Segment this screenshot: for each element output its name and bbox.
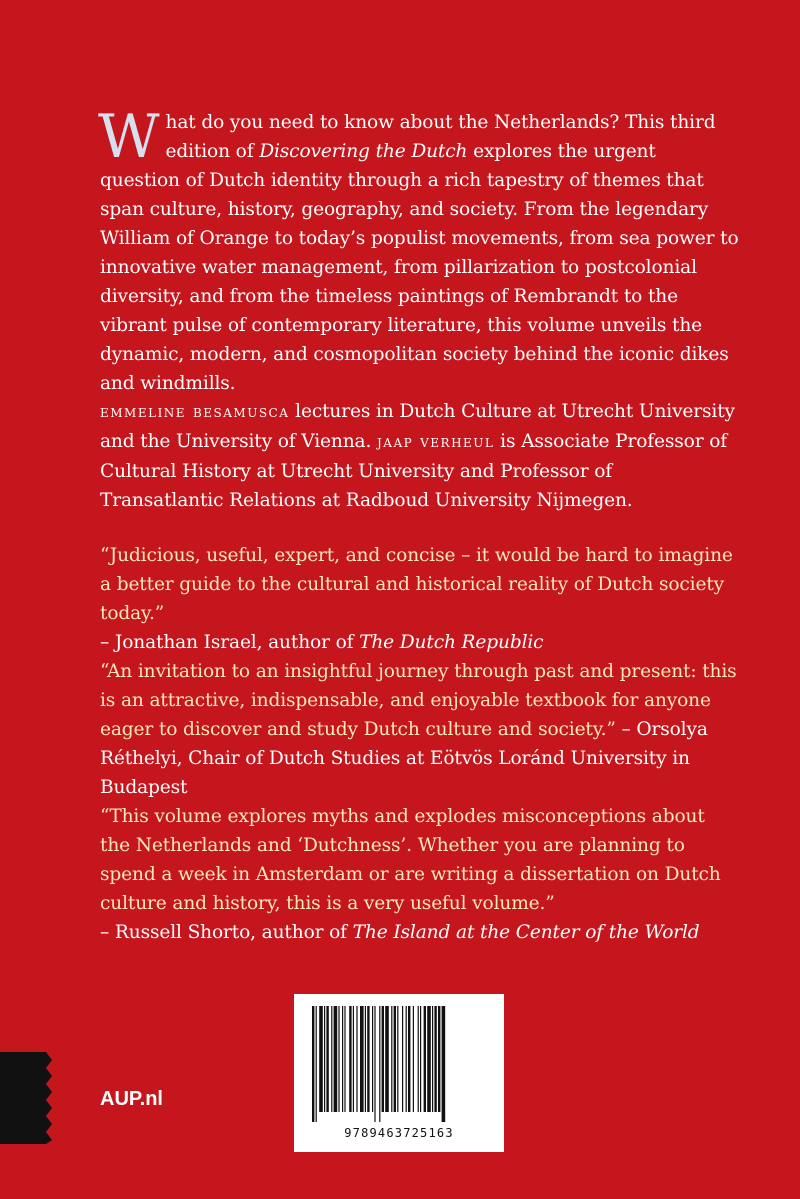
author-bio xyxy=(100,397,740,515)
barcode-bar xyxy=(424,1006,426,1112)
isbn-number: 9789463725163 xyxy=(344,1126,454,1140)
quote-attribution xyxy=(100,922,700,943)
barcode-bar xyxy=(342,1006,343,1112)
author-name-2: jaap verheul xyxy=(377,432,495,452)
barcode-bar xyxy=(391,1006,392,1112)
bio-text-2: is Associate Professor of Cultural History at Utrecht University and Professor of Transatlantic Relations at Radboud University Nijmegen. xyxy=(100,431,727,511)
barcode-bar xyxy=(420,1006,421,1112)
barcode-bar xyxy=(442,1006,446,1122)
blurb-text-1: hat do you need to know about the Netherlands? This third edition of xyxy=(165,112,716,162)
barcode-bar xyxy=(360,1006,364,1112)
quote-attribution xyxy=(100,632,543,653)
quote-text: “Judicious, useful, expert, and concise – it would be hard to imagine a better guide to the cultural and historical reality of Dutch society today.” xyxy=(100,545,733,624)
barcode-bar xyxy=(397,1006,398,1112)
barcode-bar xyxy=(349,1006,351,1112)
barcode-bar xyxy=(408,1006,410,1112)
quote-text: “This volume explores myths and explodes misconceptions about the Netherlands and ‘Dutchness’. Whether you are planning to spend a week in Amsterdam or are writing a dissertation on Dutch culture and history, this is a very useful volume.” xyxy=(100,806,721,914)
barcode-bar xyxy=(385,1006,389,1112)
barcode-bar xyxy=(382,1006,384,1112)
attribution-text: – Russell Shorto, author of xyxy=(100,922,353,943)
barcode-bar xyxy=(434,1006,436,1112)
barcode-bar xyxy=(402,1006,403,1112)
endorsement-quote xyxy=(100,802,740,947)
barcode-bar xyxy=(365,1006,366,1112)
barcode-bar xyxy=(334,1006,338,1112)
endorsement-quote xyxy=(100,541,740,657)
attribution-text: – Jonathan Israel, author of xyxy=(100,632,360,653)
blurb-text-2: explores the urgent question of Dutch identity through a rich tapestry of themes that span culture, history, geography, and society. From the legendary William of Orange to today’s populist movements, from sea power to innovative water management, from pillarization to postcolonial diversity, and from the timeless paintings of Rembrandt to the vibrant pulse of contemporary literature, this volume unveils the dynamic, modern, and cosmopolitan society behind the iconic dikes and windmills. xyxy=(100,141,739,394)
quote-text: “An invitation to an insightful journey through past and present: this is an attractive, indispensable, and enjoyable textbook for anyone eager to discover and study Dutch culture and society.” xyxy=(100,661,737,740)
endorsement-quote xyxy=(100,657,740,802)
barcode-bar xyxy=(418,1006,419,1112)
barcode-icon xyxy=(310,1006,488,1124)
barcode-bar xyxy=(324,1006,325,1112)
barcode-bar xyxy=(316,1006,317,1122)
barcode-bar xyxy=(356,1006,357,1112)
blurb-book-title: Discovering the Dutch xyxy=(259,141,468,162)
attribution-book-title: The Dutch Republic xyxy=(359,632,544,653)
quote-attribution: – Orsolya Réthelyi, Chair of Dutch Studies at Eötvös Loránd University in Budapest xyxy=(100,719,708,798)
barcode-bar xyxy=(331,1006,332,1112)
barcode-bar xyxy=(379,1006,380,1122)
barcode-bar xyxy=(432,1006,433,1112)
barcode-bar xyxy=(394,1006,396,1112)
barcode-bar xyxy=(413,1006,414,1112)
barcode-bar xyxy=(344,1006,345,1112)
spine-tab-icon xyxy=(0,1052,60,1144)
barcode-bar xyxy=(312,1006,314,1122)
bio-text-1: lectures in Dutch Culture at Utrecht University and the University of Vienna. xyxy=(100,401,735,452)
drop-cap: W xyxy=(98,102,160,172)
barcode-bar xyxy=(353,1006,354,1112)
publisher-website: AUP.nl xyxy=(100,1088,163,1110)
barcode-bar xyxy=(338,1006,339,1112)
barcode-bar xyxy=(367,1006,369,1112)
barcode-bar xyxy=(427,1006,431,1112)
barcode-bar xyxy=(438,1006,440,1112)
isbn-barcode xyxy=(294,994,504,1152)
barcode-bar xyxy=(319,1006,323,1112)
back-cover-blurb xyxy=(98,102,740,398)
barcode-bar xyxy=(326,1006,328,1112)
barcode-bar xyxy=(374,1006,375,1122)
attribution-book-title: The Island at the Center of the World xyxy=(352,922,700,943)
barcode-bar xyxy=(372,1006,373,1112)
barcode-bar xyxy=(406,1006,407,1112)
author-name-1: emmeline besamusca xyxy=(100,402,290,422)
